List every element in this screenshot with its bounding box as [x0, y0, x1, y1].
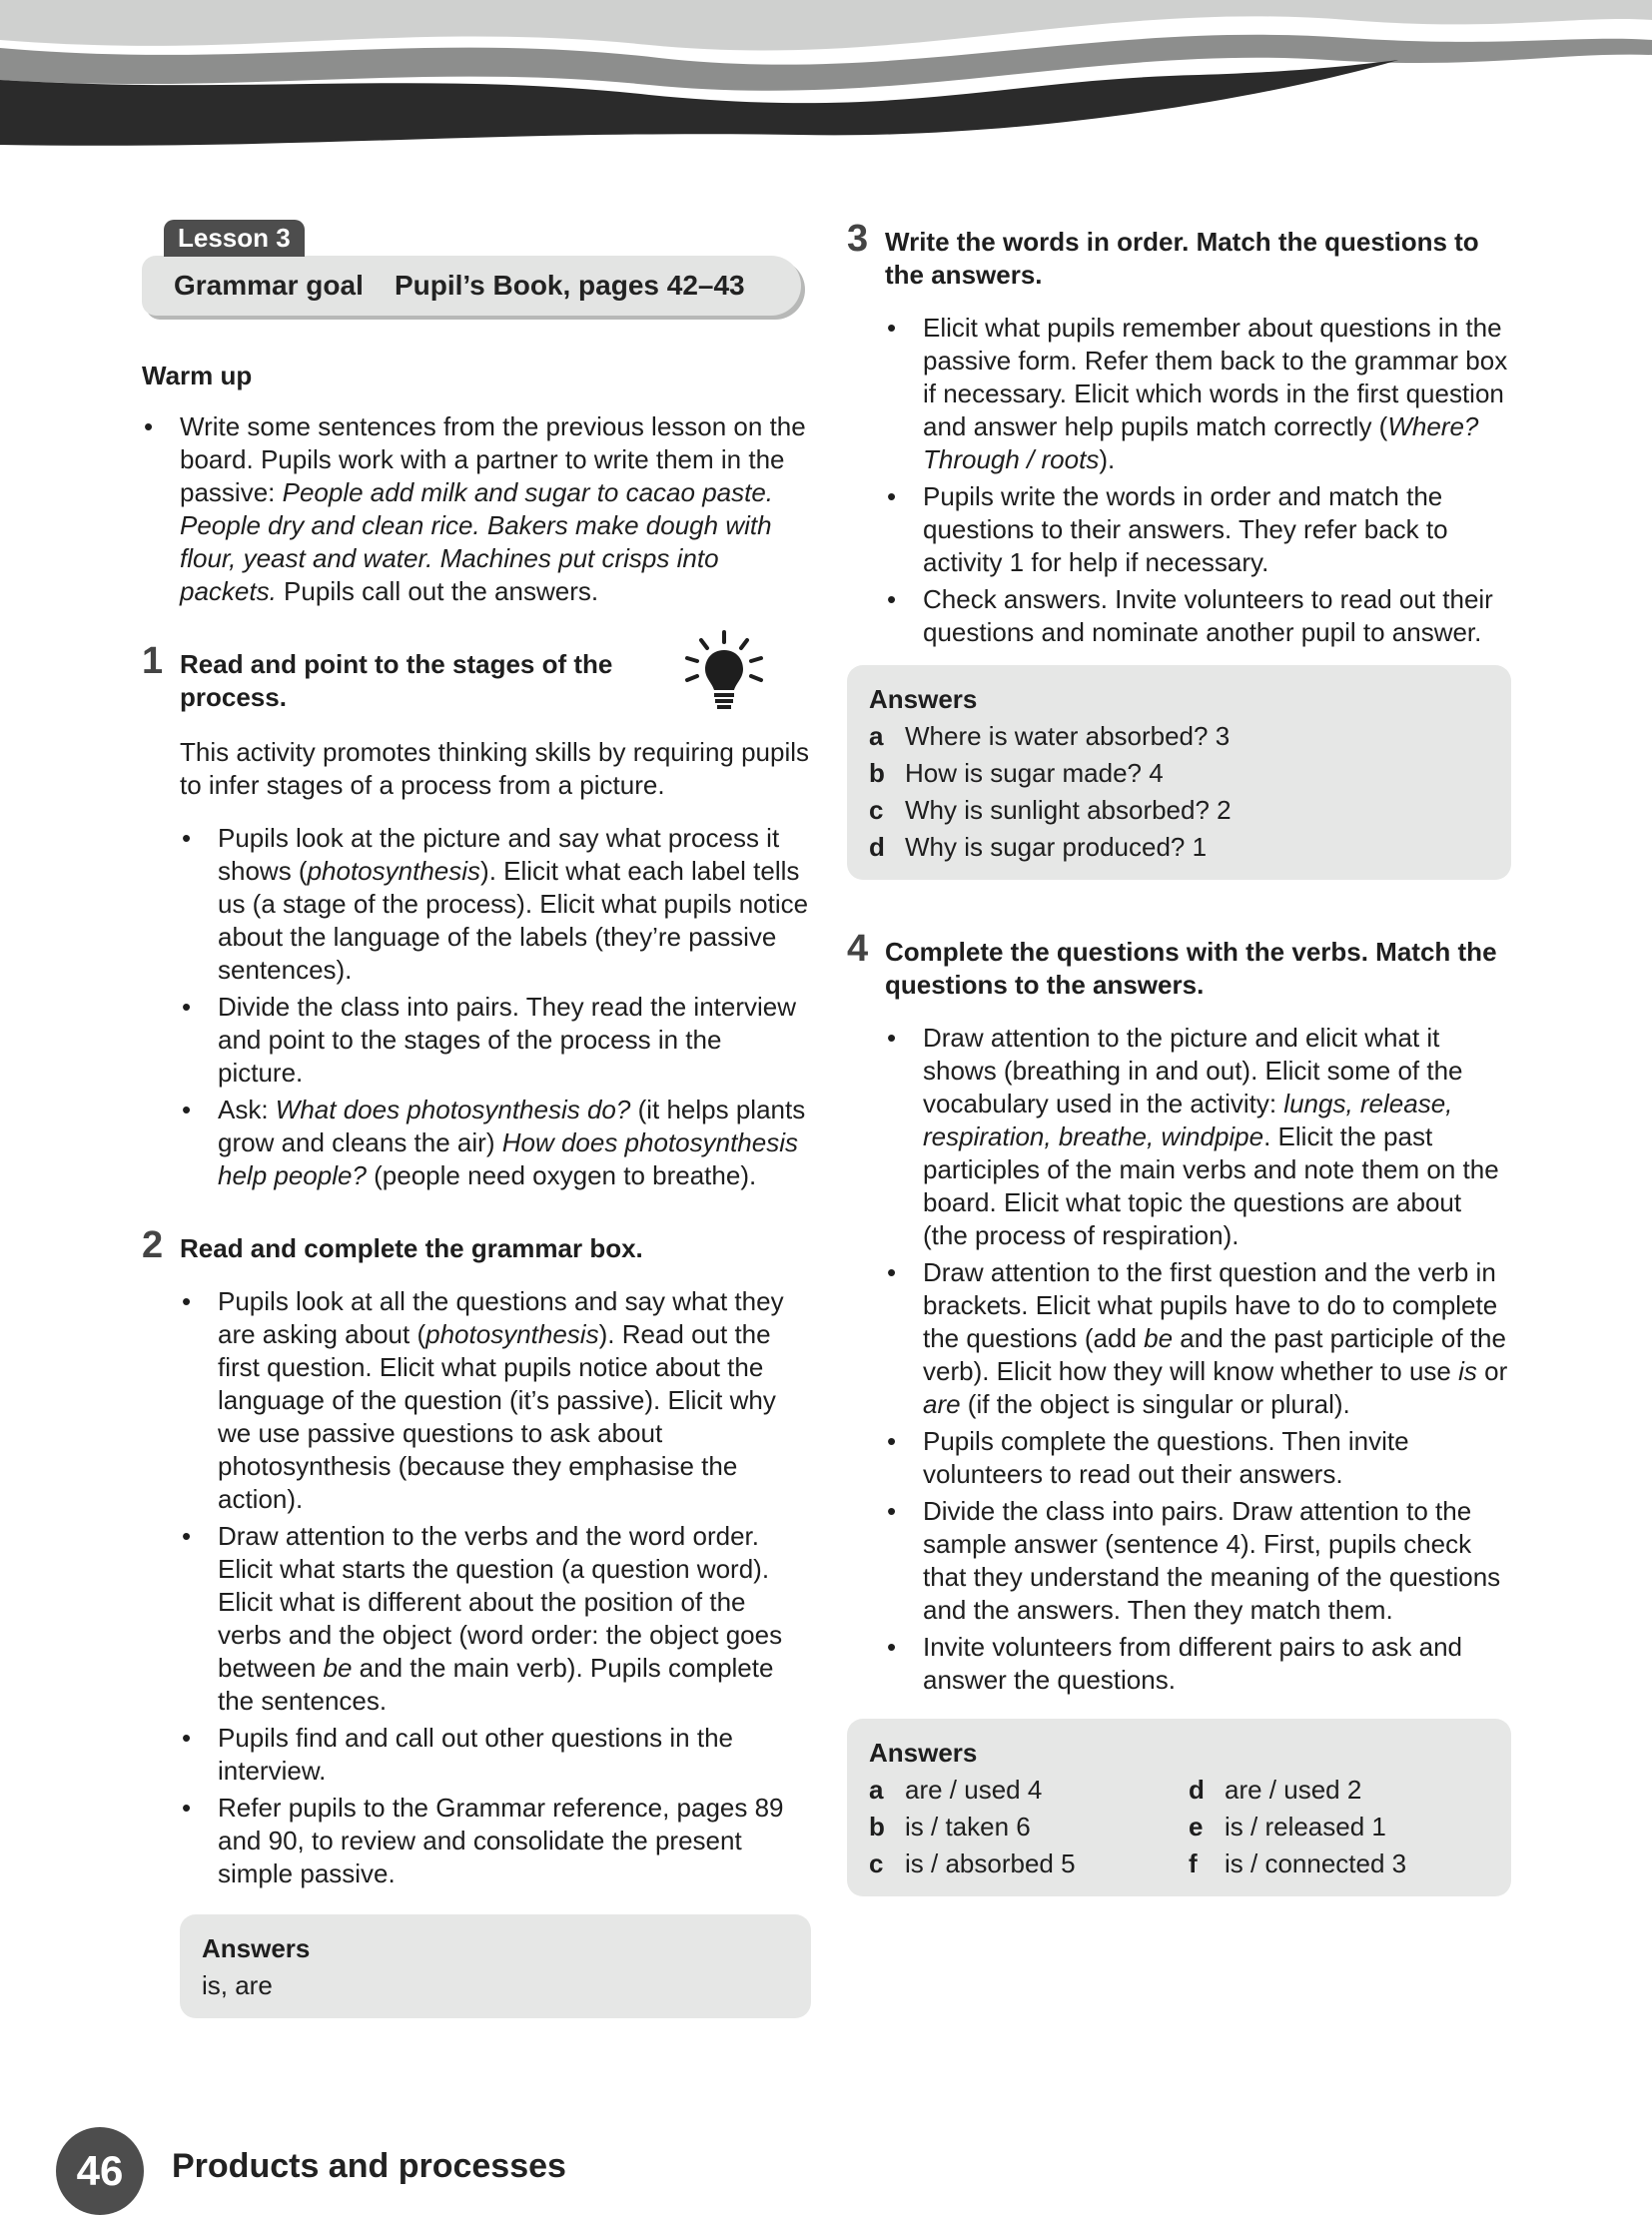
- answer-row: a are / used 4: [869, 1775, 1043, 1805]
- answer-row: b is / taken 6: [869, 1812, 1031, 1842]
- answers-grid: [869, 1772, 1489, 1882]
- activity-number: 3: [847, 218, 869, 260]
- answer-row: d are / used 2: [1189, 1775, 1362, 1805]
- unit-title: Products and processes: [172, 2147, 566, 2185]
- activity-1-list: [142, 822, 811, 1192]
- answers-text: is, are: [202, 1970, 273, 2000]
- activity-number: 2: [142, 1224, 164, 1266]
- answers-heading: Answers: [869, 684, 978, 714]
- activity-3-answers: [847, 665, 1511, 880]
- activity-4: [847, 928, 1511, 1002]
- list-item: • Pupils look at the picture and say what process it shows (photosynthesis). Elicit what each label tells us (a stage of the process). Elicit what pupils notice about the language of the labels (they’re passive sentences).: [180, 822, 811, 987]
- answer-row: e is / released 1: [1189, 1812, 1386, 1842]
- list-item: • Write some sentences from the previous lesson on the board. Pupils work with a partner to write them in the passive: People add milk and sugar to cacao paste. People dry and clean rice. Bakers make dough with flour, yeast and water. Machines put crisps into packets. Pupils call out the answers.: [142, 410, 811, 608]
- answer-row: d Why is sugar produced? 1: [869, 832, 1208, 862]
- list-item: • Elicit what pupils remember about questions in the passive form. Refer them back to the grammar box if necessary. Elicit which words in the first question and answer help pupils match correctly (Where? Through / roots).: [885, 312, 1511, 476]
- activity-2-answers: [180, 1914, 811, 2018]
- activity-number: 4: [847, 928, 869, 970]
- activity-2-list: [142, 1285, 811, 1890]
- activity-number: 1: [142, 640, 164, 682]
- grammar-goal-bar: [142, 256, 801, 316]
- list-item: • Draw attention to the verbs and the word order. Elicit what starts the question (a question word). Elicit what is different about the position of the verbs and the object (word order: the object goes between be and the main verb). Pupils complete the sentences.: [180, 1520, 811, 1718]
- grammar-goal-text: Grammar goal Pupil’s Book, pages 42–43: [174, 270, 745, 301]
- activity-3-list: [847, 312, 1511, 649]
- activity-1-intro: This activity promotes thinking skills by requiring pupils to infer stages of a process from a picture.: [180, 737, 810, 800]
- list-item: • Divide the class into pairs. They read the interview and point to the stages of the process in the picture.: [180, 991, 811, 1090]
- left-column: [142, 360, 811, 2018]
- activity-title: Read and point to the stages of the process.: [180, 649, 613, 712]
- answer-row: a Where is water absorbed? 3: [869, 721, 1231, 751]
- answer-row: c Why is sunlight absorbed? 2: [869, 795, 1232, 825]
- warm-up-list: [142, 410, 811, 608]
- activity-3: [847, 218, 1511, 292]
- list-item: • Pupils write the words in order and match the questions to their answers. They refer back to activity 1 for help if necessary.: [885, 480, 1511, 579]
- list-item: • Pupils find and call out other questions in the interview.: [180, 1722, 811, 1788]
- list-item: • Draw attention to the first question and the verb in brackets. Elicit what pupils have to do to complete the questions (add be and the past participle of the verb). Elicit how they will know whether to use is or are (if the object is singular or plural).: [885, 1256, 1511, 1421]
- activity-4-answers: [847, 1719, 1511, 1896]
- answer-row: c is / absorbed 5: [869, 1848, 1076, 1878]
- list-item: • Check answers. Invite volunteers to read out their questions and nominate another pupil to answer.: [885, 583, 1511, 649]
- answer-row: f is / connected 3: [1189, 1848, 1407, 1878]
- lightbulb-icon: [679, 628, 769, 718]
- activity-title: Complete the questions with the verbs. Match the questions to the answers.: [885, 937, 1497, 1000]
- activity-title: Write the words in order. Match the questions to the answers.: [885, 227, 1479, 290]
- list-item: • Pupils complete the questions. Then invite volunteers to read out their answers.: [885, 1425, 1511, 1491]
- right-column: [847, 218, 1511, 1896]
- list-item: • Ask: What does photosynthesis do? (it helps plants grow and cleans the air) How does photosynthesis help people? (people need oxygen to breathe).: [180, 1094, 811, 1192]
- activity-4-list: [847, 1022, 1511, 1697]
- list-item: • Draw attention to the picture and elicit what it shows (breathing in and out). Elicit some of the vocabulary used in the activity: lungs, release, respiration, breathe, windpipe. Elicit the past participles of the main verbs and note them on the board. Elicit what topic the questions are about (the process of respiration).: [885, 1022, 1511, 1252]
- answers-heading: Answers: [202, 1933, 311, 1963]
- list-item: • Divide the class into pairs. Draw attention to the sample answer (sentence 4). First, pupils check that they understand the meaning of the questions and the answers. Then they match them.: [885, 1495, 1511, 1627]
- answers-heading: Answers: [869, 1738, 978, 1768]
- lesson-tab: Lesson 3: [164, 220, 305, 257]
- list-item: • Invite volunteers from different pairs to ask and answer the questions.: [885, 1631, 1511, 1697]
- warm-up-heading: Warm up: [142, 361, 253, 390]
- list-item: • Refer pupils to the Grammar reference, pages 89 and 90, to review and consolidate the present simple passive.: [180, 1792, 811, 1890]
- answer-row: b How is sugar made? 4: [869, 758, 1164, 788]
- header-wave-decoration: [0, 0, 1652, 150]
- activity-2: [142, 1224, 811, 1266]
- page-number: 46: [56, 2127, 144, 2215]
- activity-title: Read and complete the grammar box.: [180, 1233, 643, 1263]
- activity-1: [142, 640, 811, 714]
- list-item: • Pupils look at all the questions and say what they are asking about (photosynthesis). Read out the first question. Elicit what pupils notice about the language of the question (it’s passive). Elicit why we use passive questions to ask about photosynthesis (because they emphasise the action).: [180, 1285, 811, 1516]
